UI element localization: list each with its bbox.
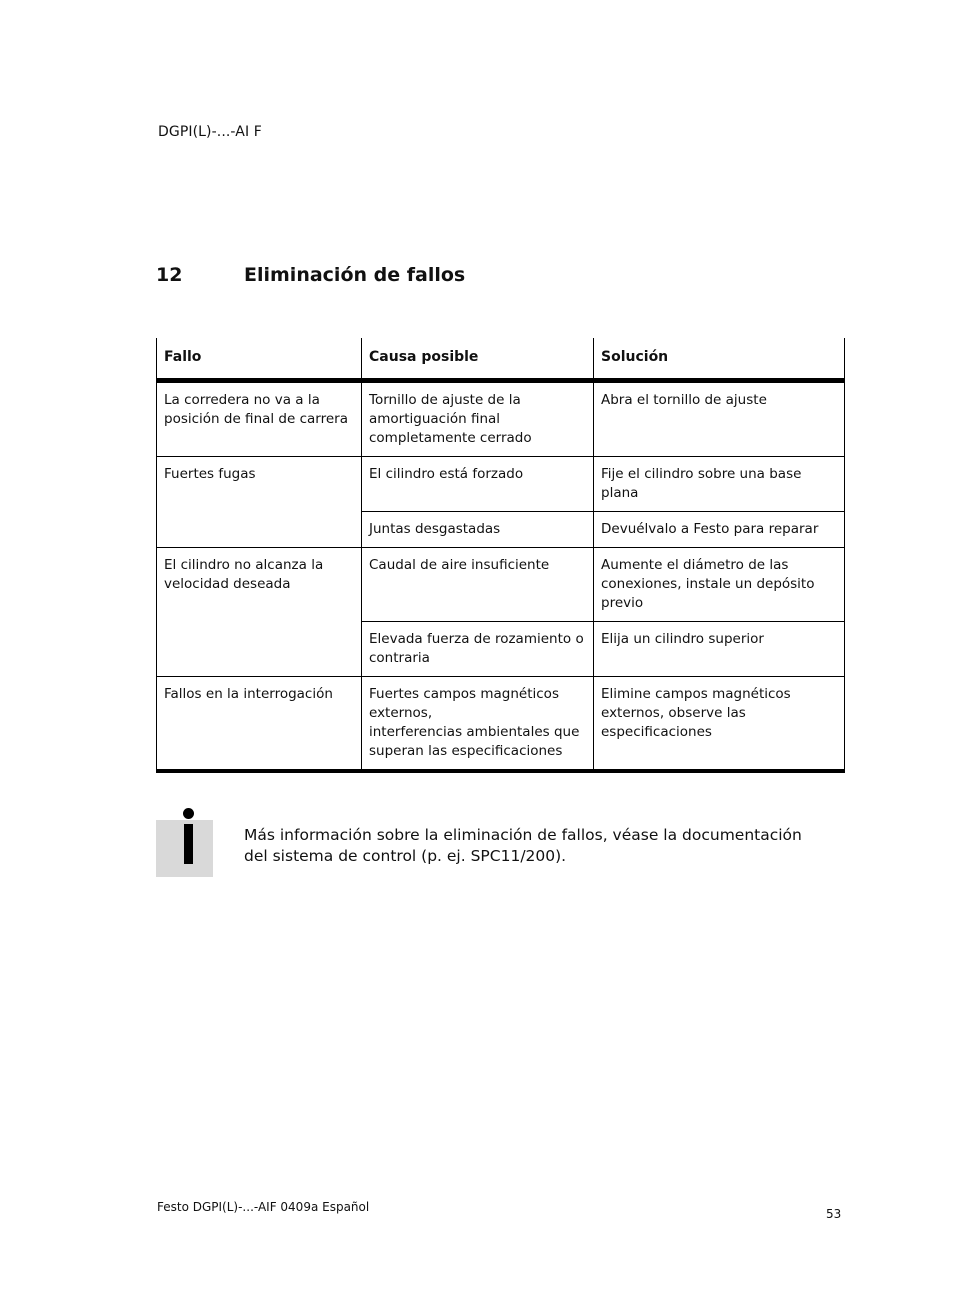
table-header-row <box>157 338 845 381</box>
solution-cell: Devuélvalo a Festo para reparar <box>594 512 845 548</box>
table-row <box>157 457 845 512</box>
section-title: Eliminación de fallos <box>244 264 466 286</box>
fault-cell: El cilindro no alcanza la velocidad deseada <box>157 548 362 677</box>
fault-cell: Fallos en la interrogación <box>157 677 362 772</box>
solution-cell: Elija un cilindro superior <box>594 622 845 677</box>
info-note-text: Más información sobre la eliminación de fallos, véase la documentación del sistema de control (p. ej. SPC11/200). <box>244 826 802 865</box>
running-header: DGPI(L)-...-AI F <box>158 124 262 140</box>
footer-doc-info: Festo DGPI(L)-...-AIF 0409a Español <box>157 1200 370 1214</box>
table-row <box>157 548 845 622</box>
fault-cell: Fuertes fugas <box>157 457 362 548</box>
section-number: 12 <box>156 264 183 286</box>
table-row <box>157 677 845 772</box>
troubleshooting-table <box>156 338 845 773</box>
solution-cell: Aumente el diámetro de las conexiones, instale un depósito previo <box>594 548 845 622</box>
cause-cell: Tornillo de ajuste de la amortiguación final completamente cerrado <box>362 381 594 457</box>
solution-cell: Elimine campos magnéticos externos, observe las especificaciones <box>594 677 845 772</box>
solution-cell: Fije el cilindro sobre una base plana <box>594 457 845 512</box>
header-fault: Fallo <box>157 338 362 381</box>
header-solution: Solución <box>594 338 845 381</box>
cause-cell: El cilindro está forzado <box>362 457 594 512</box>
header-cause: Causa posible <box>362 338 594 381</box>
solution-cell: Abra el tornillo de ajuste <box>594 381 845 457</box>
cause-cell: Fuertes campos magnéticos externos, interferencias ambientales que superan las especificaciones <box>362 677 594 772</box>
info-icon <box>156 808 213 877</box>
cause-cell: Juntas desgastadas <box>362 512 594 548</box>
table-row <box>157 381 845 457</box>
fault-cell: La corredera no va a la posición de final de carrera <box>157 381 362 457</box>
cause-cell: Caudal de aire insuficiente <box>362 548 594 622</box>
page-number: 53 <box>826 1207 842 1221</box>
cause-cell: Elevada fuerza de rozamiento o contraria <box>362 622 594 677</box>
